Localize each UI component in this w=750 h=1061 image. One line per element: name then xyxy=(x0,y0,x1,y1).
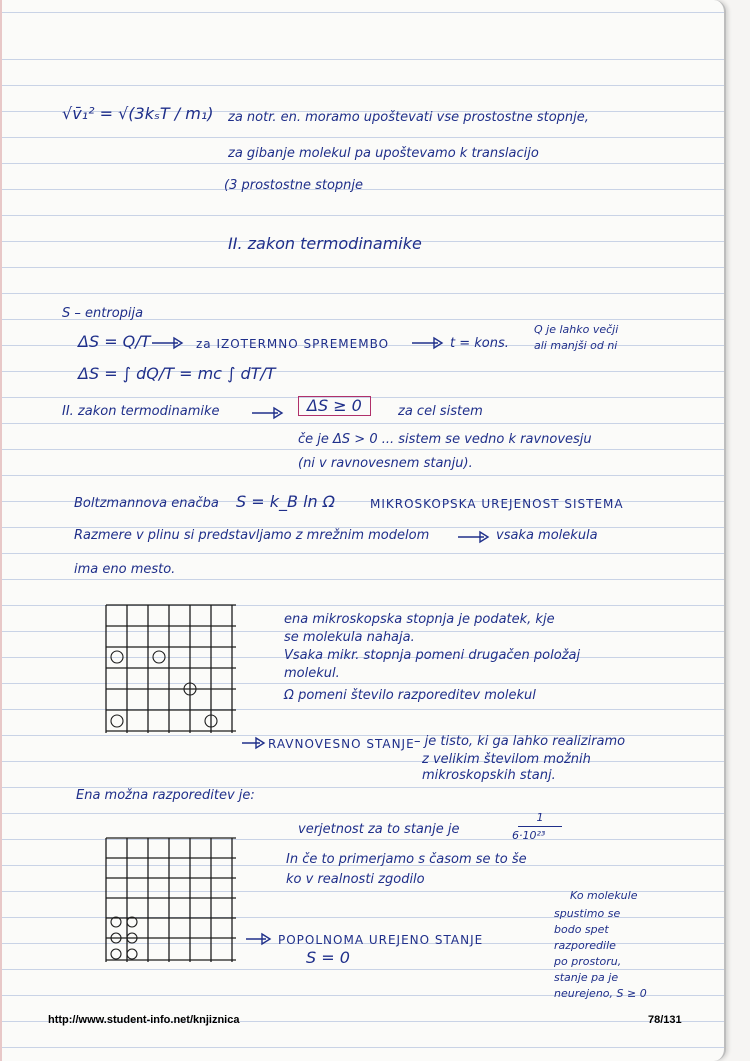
one-arrangement-line: Ena možna razporeditev je: xyxy=(76,788,255,803)
whole-system-note: za cel sistem xyxy=(398,404,483,419)
page-number: 78/131 xyxy=(648,1014,682,1026)
corner-note-6: stanje pa je xyxy=(554,971,619,984)
corner-note-1: Ko molekule xyxy=(570,889,638,902)
corner-note-5: po prostoru, xyxy=(554,955,622,968)
microscopic-order-note: MIKROSKOPSKA UREJENOST SISTEMA xyxy=(370,497,624,511)
arrow-icon xyxy=(250,406,286,420)
side-note-5: Ω pomeni število razporeditev molekul xyxy=(284,688,536,703)
side-note-3: Vsaka mikr. stopnja pomeni drugačen položaj xyxy=(284,648,581,663)
arrow-icon xyxy=(244,932,274,946)
page-edge xyxy=(0,0,2,1061)
second-law-inequality: ΔS ≥ 0 xyxy=(298,396,371,416)
footer-url[interactable]: http://www.student-info.net/knjiznica xyxy=(48,1014,240,1026)
fraction-bar xyxy=(518,826,562,827)
arrow-icon xyxy=(240,736,268,750)
note-line-3: (3 prostostne stopnje xyxy=(224,178,364,193)
q-note-1: Q je lahko večji xyxy=(534,323,619,336)
side-note-1: ena mikroskopska stopnja je podatek, kje xyxy=(284,612,555,627)
comparison-line-2: ko v realnosti zgodilo xyxy=(286,872,425,887)
lattice-model-line-2: vsaka molekula xyxy=(496,528,598,543)
corner-note-3: bodo spet xyxy=(554,923,609,936)
temperature-constant: t = kons. xyxy=(450,336,509,351)
note-line-2: za gibanje molekul pa upoštevamo k translacijo xyxy=(228,146,539,161)
ordered-state-label: POPOLNOMA UREJENO STANJE xyxy=(278,933,484,947)
comparison-line-1: In če to primerjamo s časom se to še xyxy=(286,852,527,867)
arrow-icon xyxy=(410,336,446,350)
equilibrium-note-3: mikroskopskih stanj. xyxy=(422,768,556,783)
velocity-formula: √v̄₁² = √(3kₛT / m₁) xyxy=(62,104,214,123)
corner-note-7: neurejeno, S ≥ 0 xyxy=(554,987,647,1000)
probability-line: verjetnost za to stanje je xyxy=(298,822,460,837)
side-note-2: se molekula nahaja. xyxy=(284,630,415,645)
probability-numerator: 1 xyxy=(536,811,544,824)
corner-note-4: razporedile xyxy=(554,939,616,952)
corner-note-2: spustimo se xyxy=(554,907,621,920)
condition-line-2: (ni v ravnovesnem stanju). xyxy=(298,456,473,471)
probability-denominator: 6·10²³ xyxy=(512,829,546,842)
equilibrium-note-2: z velikim številom možnih xyxy=(422,752,591,767)
ordered-state-entropy: S = 0 xyxy=(306,948,350,967)
condition-line-1: če je ΔS > 0 ... sistem se vedno k ravnovesju xyxy=(298,432,592,447)
lattice-model-line: Razmere v plinu si predstavljamo z mrežnim modelom xyxy=(74,528,430,543)
one-place-line: ima eno mesto. xyxy=(74,562,176,577)
delta-s-integral: ΔS = ∫ dQ/T = mc ∫ dT/T xyxy=(78,364,276,383)
entropy-label: S – entropija xyxy=(62,306,144,321)
equilibrium-lattice-diagram xyxy=(104,603,240,735)
equilibrium-state-label: RAVNOVESNO STANJE xyxy=(268,737,415,751)
section-heading: II. zakon termodinamike xyxy=(228,234,422,253)
isothermal-note: za IZOTERMNO SPREMEMBO xyxy=(196,337,390,351)
boltzmann-formula: S = k_B ln Ω xyxy=(236,492,335,511)
delta-s-isothermal: ΔS = Q/T xyxy=(78,332,151,351)
q-note-2: ali manjši od ni xyxy=(534,339,618,352)
equilibrium-note-1: – je tisto, ki ga lahko realiziramo xyxy=(414,734,626,749)
ordered-lattice-diagram xyxy=(104,836,240,964)
second-law-label: II. zakon termodinamike xyxy=(62,404,220,419)
note-line-1: za notr. en. moramo upoštevati vse prostostne stopnje, xyxy=(228,110,589,125)
boltzmann-label: Boltzmannova enačba xyxy=(74,496,219,511)
arrow-icon xyxy=(150,336,186,350)
side-note-4: molekul. xyxy=(284,666,340,681)
arrow-icon xyxy=(456,530,492,544)
